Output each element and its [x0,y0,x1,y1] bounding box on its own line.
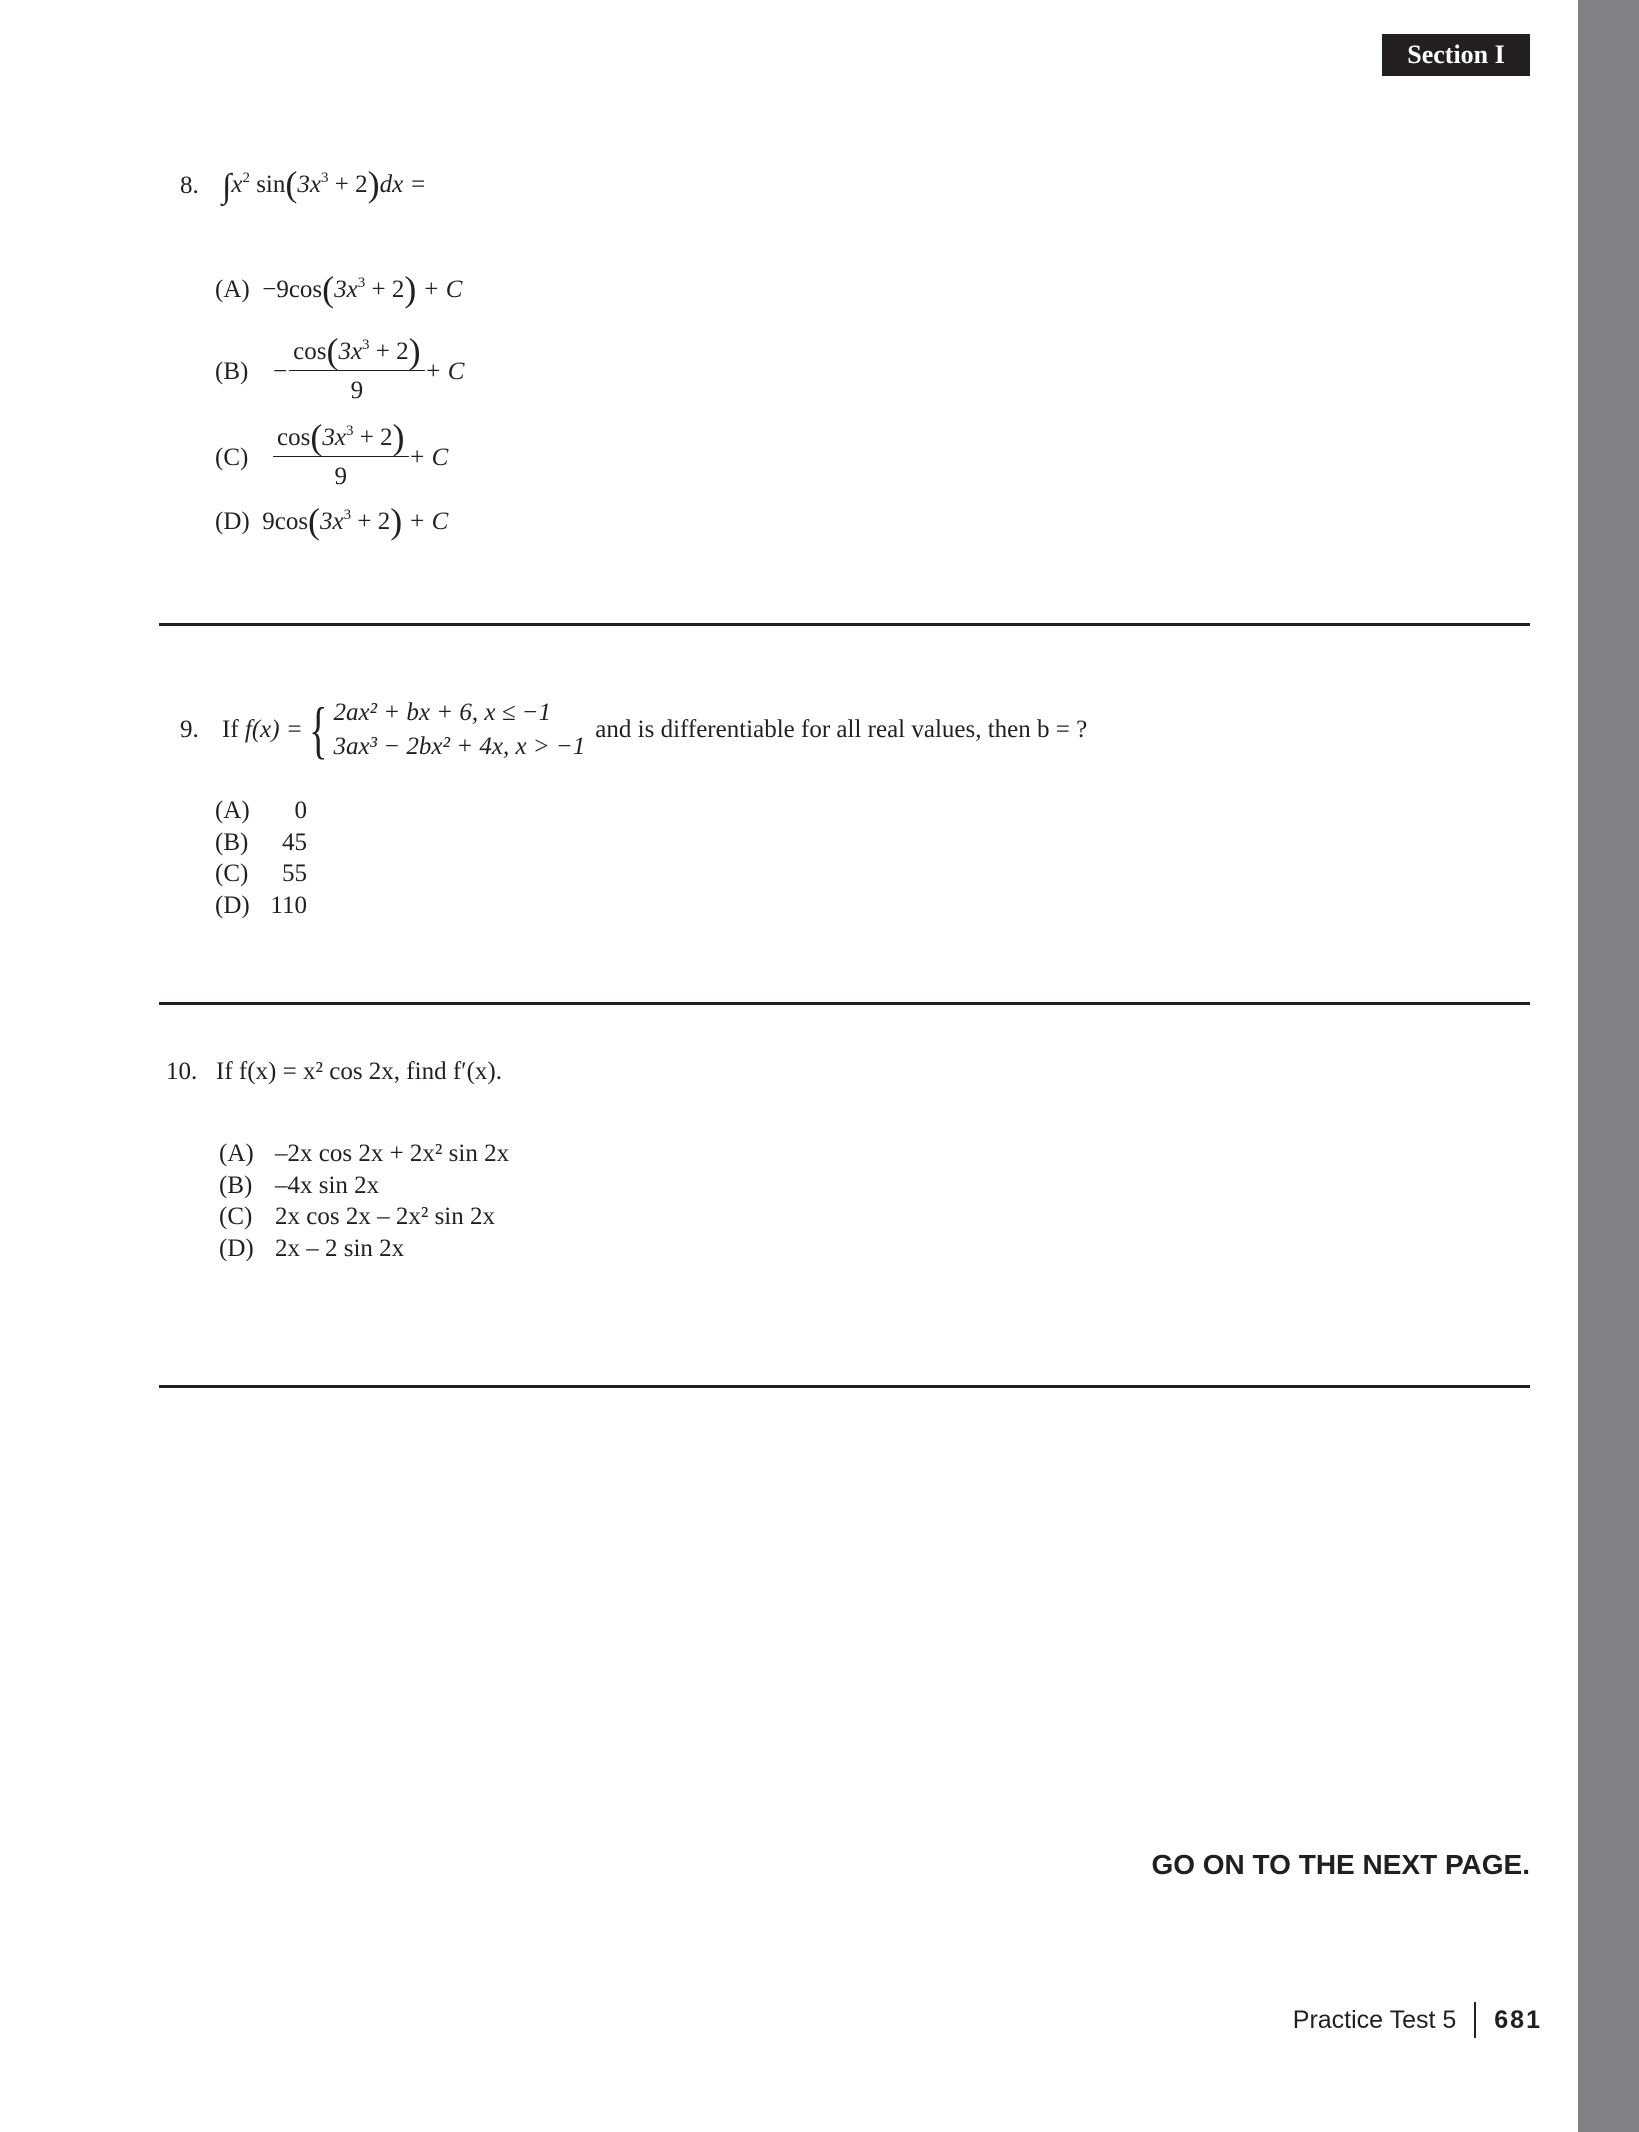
choice-coef: 9cos [262,508,309,535]
piecewise-cases [333,696,585,764]
choice-9b[interactable] [215,827,307,859]
stem-lead: If [222,716,239,743]
section-label-text: Section I [1407,40,1505,69]
choice-8d[interactable] [215,501,449,541]
page-number: 681 [1494,2005,1542,2034]
choice-label: (C) [219,1203,253,1230]
choice-inner: 3x [322,424,346,451]
stem-term: x [231,171,243,198]
stem-func: sin [249,171,286,198]
choice-10d[interactable] [219,1233,509,1265]
page-edge-tab [1578,0,1639,2132]
fraction [273,417,409,491]
choice-8b[interactable] [215,331,465,405]
integral-sign: ∫ [222,168,232,205]
choice-9c[interactable] [215,858,307,890]
stem-plus: + 2 [328,171,368,198]
choice-10b[interactable] [219,1170,509,1202]
choice-exponent: 3 [357,275,366,291]
brace: { [308,694,328,765]
paren-close: ) [367,164,380,204]
choice-exponent: 3 [343,507,352,523]
case-1: 2ax² + bx + 6, x ≤ −1 [333,699,552,726]
num-func: cos [293,338,327,365]
stem-function: f(x) = [244,716,303,743]
choice-label: (B) [215,357,249,385]
paren-open: ( [310,417,323,457]
choice-9a[interactable] [215,795,307,827]
choice-label: (A) [219,1140,254,1167]
choice-sign: − [273,357,288,385]
question-10-stem [166,1058,502,1086]
choice-inner: 3x [334,276,358,303]
choice-label: (C) [215,860,249,887]
question-8-number: 8. [180,172,199,199]
choice-text: 45 [282,828,307,856]
choice-text: –2x cos 2x + 2x² sin 2x [275,1140,510,1167]
book-section: Practice Test 5 [1292,2005,1457,2034]
choice-plus: + 2 [369,338,409,365]
choice-tail: + C [402,508,449,535]
stem-exponent: 3 [320,170,329,186]
stem-exponent: 2 [242,170,250,186]
stem-tail: and is differentiable for all real values, then b = ? [595,716,1088,743]
choice-label: (D) [215,508,250,535]
section-label [1382,34,1530,76]
choice-exponent: 3 [345,423,354,439]
choice-plus: + 2 [351,508,391,535]
choice-label: (A) [215,276,250,303]
choice-tail: + C [408,443,449,471]
question-10-number: 10. [166,1058,198,1085]
choice-label: (D) [215,891,250,919]
choice-text: 2x cos 2x – 2x² sin 2x [275,1203,495,1230]
choice-text: 0 [294,797,307,824]
paren-close: ) [404,269,417,309]
choice-inner: 3x [320,508,344,535]
choice-10c[interactable] [219,1201,509,1233]
continue-notice: GO ON TO THE NEXT PAGE. [1151,1849,1530,1880]
question-8-stem [222,164,427,206]
choice-plus: + 2 [365,276,405,303]
choice-tail: + C [416,276,463,303]
divider [159,623,1530,626]
paren-open: ( [322,269,335,309]
question-9-number: 9. [180,716,199,743]
choice-text: –4x sin 2x [275,1171,380,1199]
choice-8c[interactable] [215,417,449,491]
paren-open: ( [326,331,339,371]
choice-label: (B) [215,828,249,856]
question-9-choices [215,795,307,921]
choice-tail: + C [424,357,465,385]
choice-label: (D) [219,1234,254,1262]
choice-text: 2x – 2 sin 2x [275,1234,405,1262]
choice-inner: 3x [338,338,363,365]
choice-9d[interactable] [215,890,307,922]
paren-close: ) [390,501,403,541]
question-9-stem [180,694,1088,765]
question-10-choices [219,1138,509,1264]
choice-coef: −9cos [262,276,323,303]
choice-label: (A) [215,797,250,824]
footer-divider [1474,2002,1476,2038]
choice-plus: + 2 [353,424,393,451]
paren-open: ( [308,501,321,541]
stem-text: If f(x) = x² cos 2x, find f′(x). [216,1058,503,1085]
stem-inner: 3x [297,171,321,198]
choice-text: 110 [270,891,307,919]
divider [159,1002,1530,1005]
stem-dx: dx = [379,171,427,198]
case-2: 3ax³ − 2bx² + 4x, x > −1 [333,733,586,760]
choice-8a[interactable] [215,269,463,309]
denominator: 9 [350,377,364,404]
choice-exponent: 3 [362,337,370,353]
choice-text: 55 [282,860,307,887]
denominator: 9 [334,463,348,490]
paren-close: ) [408,331,421,371]
num-func: cos [277,424,311,451]
page-footer [1293,2002,1542,2038]
choice-label: (C) [215,443,249,471]
paren-close: ) [392,417,405,457]
choice-10a[interactable] [219,1138,509,1170]
paren-open: ( [285,164,298,204]
divider [159,1385,1530,1388]
fraction [289,331,425,405]
choice-label: (B) [219,1171,253,1199]
